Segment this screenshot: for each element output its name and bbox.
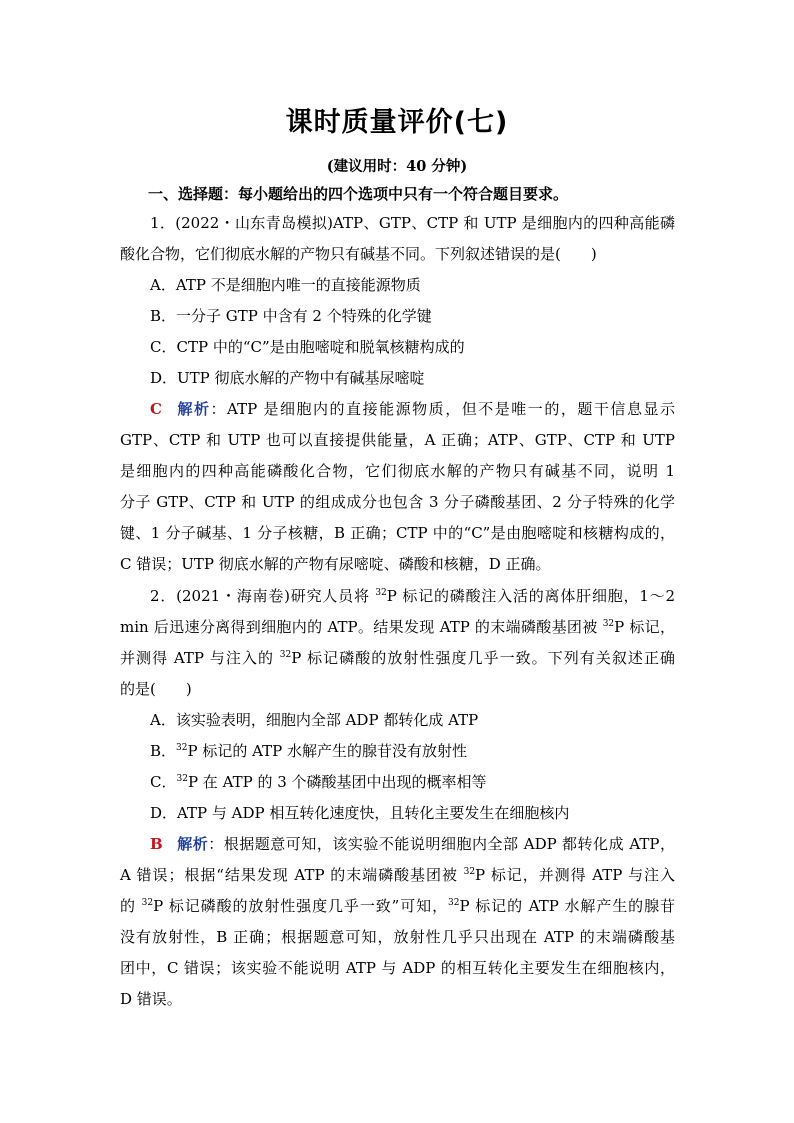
q2-analysis-line-6: D 错误。 [120, 990, 182, 1008]
q1-stem-line-1: 1．(2022・山东青岛模拟)ATP、GTP、CTP 和 UTP 是细胞内的四种高能磷 [150, 214, 675, 232]
q2-answer: B [150, 835, 163, 853]
isotope-superscript: 32 [602, 619, 615, 629]
q1-analysis-line-5: 键、1 分子碱基、1 分子核糖，B 正确；CTP 中的“C”是由胞嘧啶和核糖构成的， [120, 524, 675, 542]
q2-analysis-line-3: 的 $^{32}$P 标记磷酸的放射性强度几乎一致”可知，$^{32}$P 标记的 ATP 水解产生的腺苷 [120, 897, 675, 915]
q1-option-a: A．ATP 不是细胞内唯一的直接能源物质 [150, 276, 421, 294]
q2-stem-line-4: 的是( ) [120, 680, 192, 698]
q1-stem-line-2: 酸化合物，它们彻底水解的产物只有碱基不同。下列叙述错误的是( ) [120, 245, 597, 263]
suggested-time: (建议用时：40 分钟) [326, 158, 468, 175]
q1-option-b: B．一分子 GTP 中含有 2 个特殊的化学键 [150, 307, 432, 325]
question-1 [120, 208, 675, 580]
q1-analysis-line-2: GTP、CTP 和 UTP 也可以直接提供能量，A 正确；ATP、GTP、CTP 和 UTP [120, 431, 675, 449]
q2-analysis-line-5: 团中，C 错误；该实验不能说明 ATP 与 ADP 的相互转化主要发生在细胞核内， [120, 959, 675, 977]
isotope-superscript: 32 [463, 867, 476, 877]
q2-analysis-line-2: A 错误；根据“结果发现 ATP 的末端磷酸基团被 $^{32}$P 标记，并测得 ATP 与注入 [120, 866, 676, 884]
q2-analysis-label: 解析 [176, 835, 209, 853]
q2-stem-line-2: min 后迅速分离得到细胞内的 ATP。结果发现 ATP 的末端磷酸基团被 $^{32}$P 标记， [120, 618, 675, 636]
q2-analysis-line-1 [120, 829, 675, 860]
q2-option-c: C．$^{32}$P 在 ATP 的 3 个磷酸基团中出现的概率相等 [150, 773, 487, 791]
q1-analysis-line-6: C 错误；UTP 彻底水解的产物有尿嘧啶、磷酸和核糖，D 正确。 [120, 555, 551, 573]
q1-analysis-line-3: 是细胞内的四种高能磷酸化合物，它们彻底水解的产物只有碱基不同，说明 1 [120, 462, 675, 480]
q1-analysis-line-4: 分子 GTP、CTP 和 UTP 的组成成分也包含 3 分子磷酸基团、2 分子特殊的化学 [120, 493, 675, 511]
q1-analysis-label: 解析 [175, 400, 211, 418]
isotope-superscript: 32 [141, 898, 154, 908]
isotope-superscript: 32 [448, 898, 460, 908]
q1-option-d: D．UTP 彻底水解的产物中有碱基尿嘧啶 [150, 369, 425, 387]
q1-analysis-text: ：ATP 是细胞内的直接能源物质，但不是唯一的，题干信息显示 [210, 400, 675, 418]
isotope-superscript: 32 [176, 743, 188, 753]
q1-answer: C [150, 400, 162, 418]
q2-stem-line-1: 2．(2021・海南卷)研究人员将 $^{32}$P 标记的磷酸注入活的离体肝细胞，1～2 [150, 587, 675, 605]
q2-analysis-text: ：根据题意可知，该实验不能说明细胞内全部 ADP 都转化成 ATP， [208, 835, 675, 853]
q2-stem-line-3: 并测得 ATP 与注入的 $^{32}$P 标记磷酸的放射性强度几乎一致。下列有关叙述正确 [120, 649, 675, 667]
section-heading: 一、选择题：每小题给出的四个选项中只有一个符合题目要求。 [148, 185, 569, 203]
q2-analysis-line-4: 没有放射性，B 正确；根据题意可知，放射性几乎只出现在 ATP 的末端磷酸基 [120, 928, 675, 946]
q2-option-b: B．$^{32}$P 标记的 ATP 水解产生的腺苷没有放射性 [150, 742, 467, 760]
q2-option-a: A．该实验表明，细胞内全部 ADP 都转化成 ATP [150, 711, 479, 729]
page-title: 课时质量评价(七) [285, 107, 509, 138]
isotope-superscript: 32 [375, 588, 387, 598]
q1-analysis-line-1 [120, 394, 675, 425]
q1-option-c: C．CTP 中的“C”是由胞嘧啶和脱氧核糖构成的 [150, 338, 465, 356]
isotope-superscript: 32 [176, 774, 188, 784]
q2-option-d: D．ATP 与 ADP 相互转化速度快，且转化主要发生在细胞核内 [150, 804, 570, 822]
isotope-superscript: 32 [279, 650, 292, 660]
question-2 [120, 581, 675, 1015]
